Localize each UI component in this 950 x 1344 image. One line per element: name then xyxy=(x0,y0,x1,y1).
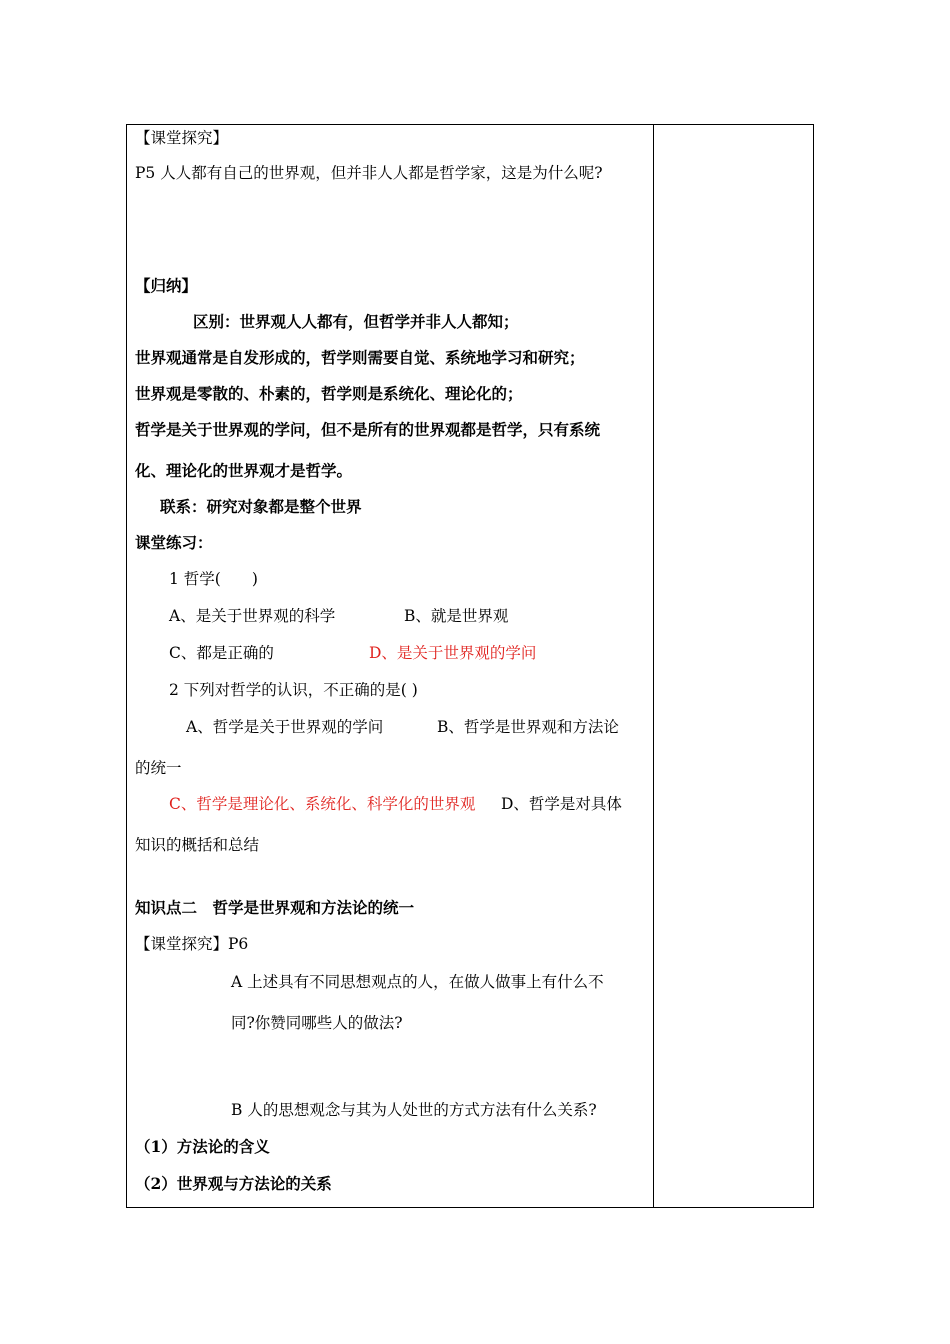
summary-connection: 联系：研究对象都是整个世界 xyxy=(160,497,362,516)
question-1-option-d-answer: D、是关于世界观的学问 xyxy=(369,644,537,662)
summary-difference: 区别：世界观人人都有，但哲学并非人人都知； xyxy=(193,312,519,331)
question-1-option-b: B、就是世界观 xyxy=(404,607,509,625)
subheading-methodology-meaning: （1）方法论的含义 xyxy=(135,1137,270,1156)
question-2-option-a: A、哲学是关于世界观的学问 xyxy=(186,718,384,736)
inquiry-question-a-continued: 同?你赞同哪些人的做法? xyxy=(231,1014,403,1032)
question-2-option-d-continued: 知识的概括和总结 xyxy=(135,836,260,854)
question-1: 1 哲学( ) xyxy=(169,570,258,588)
subheading-worldview-methodology-relation: （2）世界观与方法论的关系 xyxy=(135,1174,332,1193)
section-heading-classroom-inquiry: 【课堂探究】 xyxy=(135,129,229,147)
question-2-option-d: D、哲学是对具体 xyxy=(501,795,622,813)
knowledge-point-2-heading: 知识点二 哲学是世界观和方法论的统一 xyxy=(135,898,415,917)
summary-line-2: 世界观是零散的、朴素的，哲学则是系统化、理论化的； xyxy=(135,384,523,403)
question-1-option-c: C、都是正确的 xyxy=(169,644,274,662)
summary-line-3: 哲学是关于世界观的学问，但不是所有的世界观都是哲学，只有系统 xyxy=(135,420,601,439)
question-2-option-b-continued: 的统一 xyxy=(135,759,182,777)
section-heading-classroom-inquiry-p6: 【课堂探究】P6 xyxy=(135,935,249,953)
question-p5: P5 人人都有自己的世界观，但并非人人都是哲学家，这是为什么呢? xyxy=(135,164,603,182)
question-1-option-a: A、是关于世界观的科学 xyxy=(169,607,336,625)
inquiry-question-b: B 人的思想观念与其为人处世的方式方法有什么关系? xyxy=(231,1101,597,1119)
inquiry-question-a: A 上述具有不同思想观点的人，在做人做事上有什么不 xyxy=(231,973,604,991)
table-frame xyxy=(126,124,814,1208)
question-2: 2 下列对哲学的认识，不正确的是( ) xyxy=(169,681,418,699)
section-heading-summary: 【归纳】 xyxy=(135,276,198,295)
section-heading-practice: 课堂练习： xyxy=(135,533,213,552)
column-divider xyxy=(653,124,654,1208)
summary-line-1: 世界观通常是自发形成的，哲学则需要自觉、系统地学习和研究； xyxy=(135,348,585,367)
question-2-option-b: B、哲学是世界观和方法论 xyxy=(437,718,619,736)
question-2-option-c-answer: C、哲学是理论化、系统化、科学化的世界观 xyxy=(169,795,476,813)
summary-line-4: 化、理论化的世界观才是哲学。 xyxy=(135,461,353,480)
